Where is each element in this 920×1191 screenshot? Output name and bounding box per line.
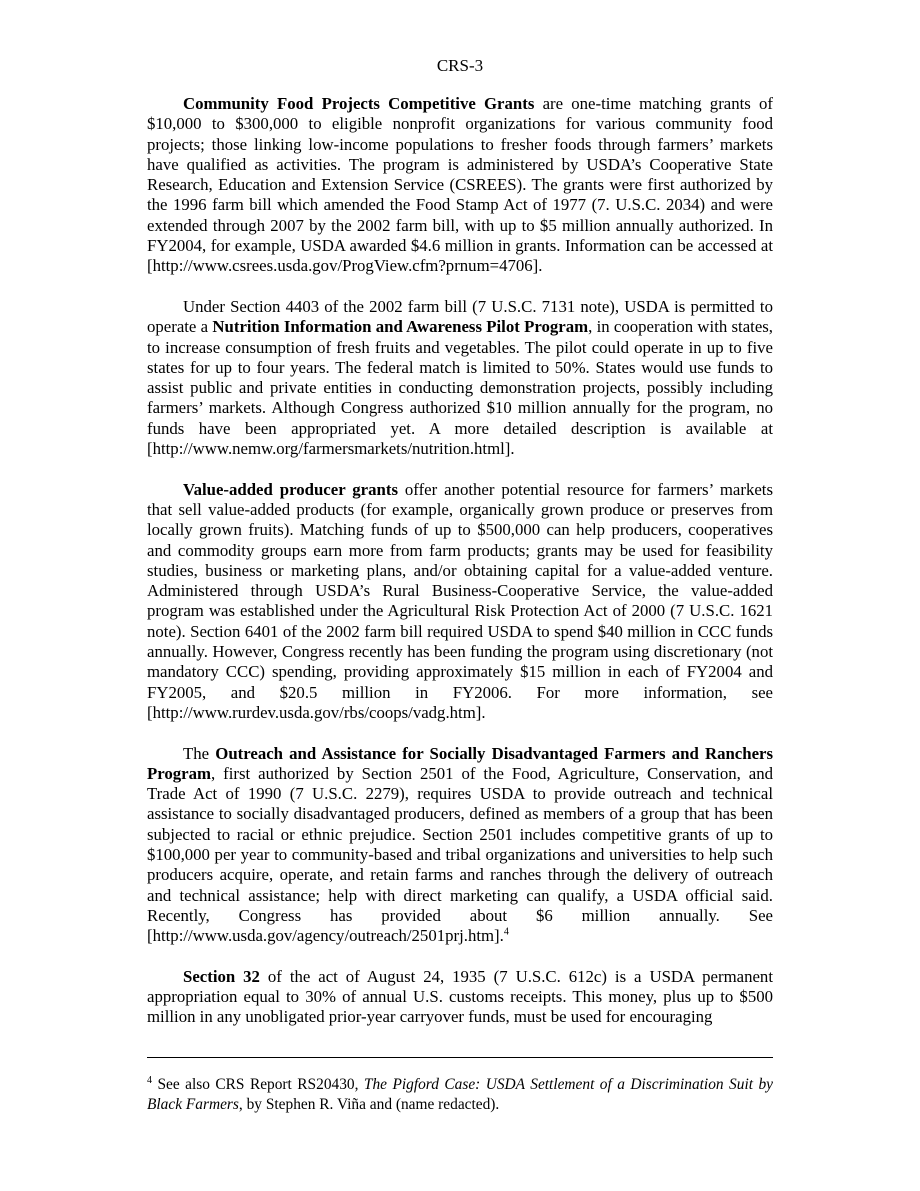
footnote-text: , by Stephen R. Viña and (name redacted). xyxy=(238,1095,500,1113)
paragraph-text: offer another potential resource for farmers’ markets that sell value-added products (for example, organically grown produce or preserves from locally grown fruits). Matching funds of up to $500,000 can help producers, cooperatives and commodity groups earn more from farm products; grants may be used for feasibility studies, business or marketing plans, and/or obtaining capital for a value-added venture. Administered through USDA’s Rural Business-Cooperative Service, the value-added program was established under the Agricultural Risk Protection Act of 2000 (7 U.S.C. 1621 note). Section 6401 of the 2002 farm bill required USDA to spend $40 million in CCC funds annually. However, Congress recently has been funding the program using discretionary (not mandatory CCC) spending, providing approximately $15 million in each of FY2004 and FY2005, and $20.5 million in FY2006. For more information, see [http://www.rurdev.usda.gov/rbs/coops/vadg.htm]. xyxy=(147,479,773,722)
paragraph-text: Under Section 4403 of the 2002 farm bill (7 U.S.C. 7131 note), USDA is permitted to operate a xyxy=(147,296,773,337)
paragraph-text: of the act of August 24, 1935 (7 U.S.C. 612c) is a USDA permanent appropriation equal to 30% of annual U.S. customs receipts. This money, plus up to $500 million in any unobligated prior-year carryover funds, must be used for encouraging xyxy=(147,966,773,1027)
footnote-report-title: The Pigford Case: USDA Settlement of a Discrimination Suit by Black Farmers xyxy=(147,1076,773,1113)
paragraph-value-added-grants xyxy=(147,480,773,724)
body-text xyxy=(147,94,773,1048)
bold-term: Outreach and Assistance for Socially Disadvantaged Farmers and Ranchers Program xyxy=(147,743,773,783)
footnote-marker: 4 xyxy=(147,1074,152,1086)
bold-term: Value-added producer grants xyxy=(183,479,398,499)
paragraph-text: , in cooperation with states, to increase consumption of fresh fruits and vegetables. The pilot could operate in up to five states for up to four years. The federal match is limited to 50%. States would use funds to assist public and private entities in conducting demonstration projects, possibly including farmers’ markets. Although Congress authorized $10 million annually for the program, no funds have been appropriated yet. A more detailed description is available at [http://www.nemw.org/farmersmarkets/nutrition.html]. xyxy=(147,317,774,459)
paragraph-community-food-projects xyxy=(147,94,773,277)
paragraph-text: The xyxy=(183,743,216,763)
footnote-text: See also CRS Report RS20430, xyxy=(152,1076,364,1093)
bold-term: Section 32 xyxy=(183,966,260,986)
bold-term: Nutrition Information and Awareness Pilot Program xyxy=(212,317,589,337)
page-header: CRS-3 xyxy=(436,56,484,75)
footnote-divider xyxy=(147,1057,773,1058)
bold-term: Community Food Projects Competitive Grants xyxy=(183,94,535,113)
paragraph-outreach-program xyxy=(147,744,773,947)
paragraph-text: are one-time matching grants of $10,000 to $300,000 to eligible nonprofit organizations for various community food projects; those linking low-income populations to fresher foods through farmers’ markets have qualified as activities. The program is administered by USDA’s Cooperative State Research, Education and Extension Service (CSREES). The grants were first authorized by the 1996 farm bill which amended the Food Stamp Act of 1977 (7. U.S.C. 2034) and were extended through 2007 by the 2002 farm bill, with up to $5 million annually authorized. In FY2004, for example, USDA awarded $4.6 million in grants. Information can be accessed at [http://www.csrees.usda.gov/ProgView.cfm?prnum=4706]. xyxy=(147,94,774,276)
footnote-reference[interactable]: 4 xyxy=(503,926,509,938)
footnote xyxy=(147,1075,773,1114)
paragraph-section-32 xyxy=(147,967,773,1028)
paragraph-text: , first authorized by Section 2501 of the Food, Agriculture, Conservation, and Trade Act of 1990 (7 U.S.C. 2279), requires USDA to provide outreach and technical assistance to socially disadvantaged producers, defined as members of a group that has been subjected to racial or ethnic prejudice. Section 2501 includes competitive grants of up to $100,000 per year to community-based and tribal organizations and universities to help such producers acquire, operate, and retain farms and ranches through the delivery of outreach and technical assistance; help with direct marketing can qualify, a USDA official said. Recently, Congress has provided about $6 million annually. See [http://www.usda.gov/agency/outreach/2501prj.htm]. xyxy=(147,763,773,946)
paragraph-nutrition-pilot xyxy=(147,297,773,459)
